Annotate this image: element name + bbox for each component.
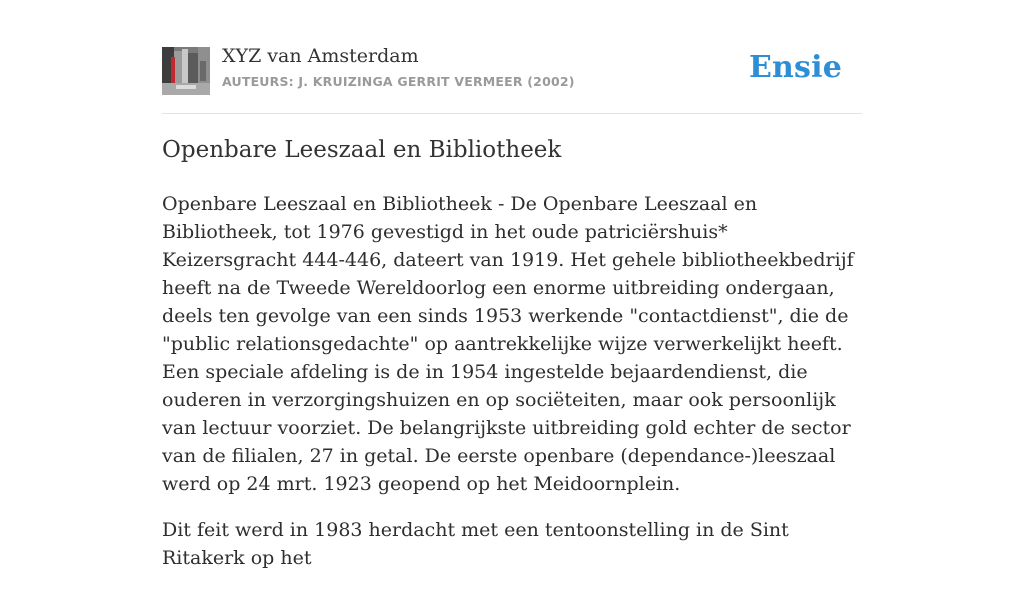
- article-title: Openbare Leeszaal en Bibliotheek: [162, 137, 562, 163]
- page: [162, 0, 862, 569]
- article-body: [162, 190, 862, 590]
- article-paragraph: Openbare Leeszaal en Bibliotheek - De Openbare Leeszaal en Bibliotheek, tot 1976 gevestigd in het oude patriciërshuis* Keizersgracht 444-446, dateert van 1919. Het gehele bibliotheekbedrijf heeft na de Tweede Wereldoorlog een enorme uitbreiding ondergaan, deels ten gevolge van een sinds 1953 werkende "contactdienst", die de "public relationsgedachte" op aantrekkelijke wijze verwerkelijkt heeft. Een speciale afdeling is de in 1954 ingestelde bejaardendienst, die ouderen in verzorgingshuizen en op sociëteiten, maar ook persoonlijk van lectuur voorziet. De belangrijkste uitbreiding gold echter de sector van de filialen, 27 in getal. De eerste openbare (dependance-)leeszaal werd op 24 mrt. 1923 geopend op het Meidoornplein.: [162, 193, 854, 495]
- source-title[interactable]: XYZ van Amsterdam: [222, 45, 419, 67]
- book-cover-photo-icon: [162, 47, 210, 95]
- source-avatar[interactable]: [162, 47, 210, 95]
- source-authors: AUTEURS: J. KRUIZINGA GERRIT VERMEER (2002): [222, 74, 575, 89]
- article-paragraph: Dit feit werd in 1983 herdacht met een tentoonstelling in de Sint Ritakerk op het: [162, 519, 789, 569]
- source-header: [162, 0, 862, 114]
- ensie-logo[interactable]: Ensie: [748, 50, 842, 85]
